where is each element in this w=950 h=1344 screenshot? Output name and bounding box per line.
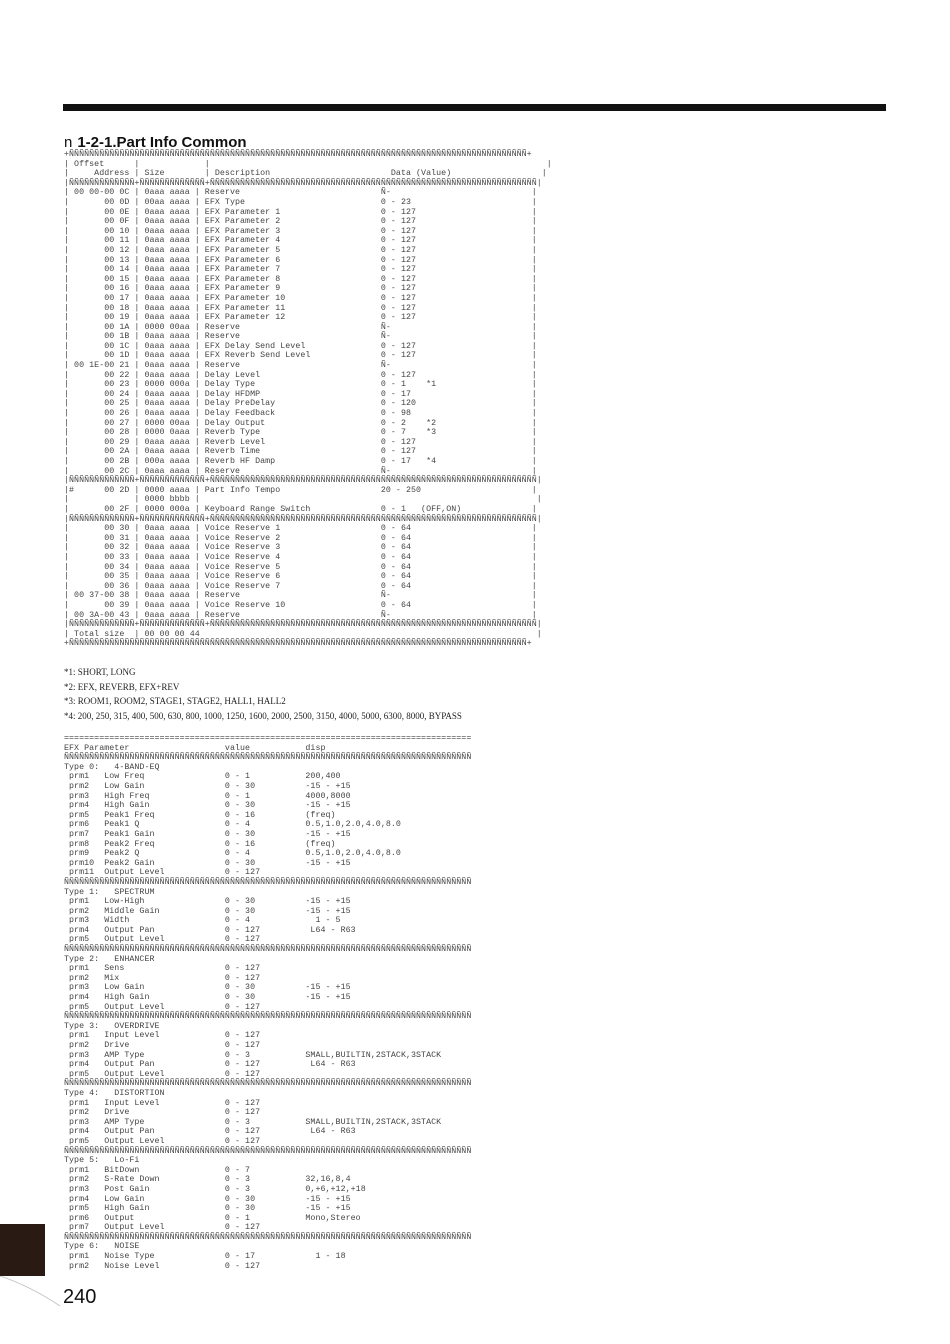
param-row: prm4 High Gain 0 - 30 -15 - +15: [64, 993, 351, 1003]
table-row: | 00 12 | 0aaa aaaa | EFX Parameter 5 0 - 127 |: [64, 245, 537, 255]
param-row: Type 0: 4-BAND-EQ: [64, 762, 160, 772]
table-row: | 00 1A | 0000 00aa | Reserve Ñ- |: [64, 322, 537, 332]
table-row: | 00 34 | 0aaa aaaa | Voice Reserve 5 0 - 64 |: [64, 562, 537, 572]
param-row: prm1 Low Freq 0 - 1 200,400: [64, 772, 341, 782]
param-row: prm2 S-Rate Down 0 - 3 32,16,8,4: [64, 1175, 351, 1185]
table-row: | 00 2F | 0000 000a | Keyboard Range Switch 0 - 1 (OFF,ON) |: [64, 504, 537, 514]
table-row: | 00 30 | 0aaa aaaa | Voice Reserve 1 0 - 64 |: [64, 524, 537, 534]
table-row: | 00 23 | 0000 000a | Delay Type 0 - 1 *1 |: [64, 380, 537, 390]
param-row: EFX Parameter value disp: [64, 743, 326, 753]
param-row: ÑÑÑÑÑÑÑÑÑÑÑÑÑÑÑÑÑÑÑÑÑÑÑÑÑÑÑÑÑÑÑÑÑÑÑÑÑÑÑÑÑÑÑÑÑÑÑÑÑÑÑÑÑÑÑÑÑÑÑÑÑÑÑÑÑÑÑÑÑÑÑÑÑÑÑÑÑÑÑÑÑ: [64, 753, 472, 763]
section-heading: [64, 134, 247, 151]
table-row: | 00 19 | 0aaa aaaa | EFX Parameter 12 0 - 127 |: [64, 313, 537, 323]
param-row: prm1 BitDown 0 - 7: [64, 1165, 251, 1175]
param-row: prm7 Peak1 Gain 0 - 30 -15 - +15: [64, 829, 351, 839]
param-row: prm9 Peak2 Q 0 - 4 0.5,1.0,2.0,4.0,8.0: [64, 849, 401, 859]
table-row: | 00 1E-00 21 | 0aaa aaaa | Reserve Ñ- |: [64, 361, 537, 371]
param-row: prm5 Output Level 0 - 127: [64, 935, 261, 945]
table-row: | 00 14 | 0aaa aaaa | EFX Parameter 7 0 - 127 |: [64, 265, 537, 275]
table-row: | 00 37-00 38 | 0aaa aaaa | Reserve Ñ- |: [64, 591, 537, 601]
table-row: | 00 0D | 00aa aaaa | EFX Type 0 - 23 |: [64, 197, 537, 207]
table-row: | 00 0F | 0aaa aaaa | EFX Parameter 2 0 - 127 |: [64, 217, 537, 227]
table-row: | 00 1C | 0aaa aaaa | EFX Delay Send Level 0 - 127 |: [64, 341, 537, 351]
param-row: =================================================================================: [64, 734, 472, 743]
param-row: prm2 Low Gain 0 - 30 -15 - +15: [64, 781, 351, 791]
table-row: | 00 17 | 0aaa aaaa | EFX Parameter 10 0 - 127 |: [64, 293, 537, 303]
param-row: prm3 AMP Type 0 - 3 SMALL,BUILTIN,2STACK,3STACK: [64, 1117, 442, 1127]
top-rule: [63, 104, 886, 111]
param-row: Type 1: SPECTRUM: [64, 887, 155, 897]
table-row: | 00 32 | 0aaa aaaa | Voice Reserve 3 0 - 64 |: [64, 543, 537, 553]
table-row: | 00 31 | 0aaa aaaa | Voice Reserve 2 0 - 64 |: [64, 533, 537, 543]
footnote-4: *4: 200, 250, 315, 400, 500, 630, 800, 1000, 1250, 1600, 2000, 2500, 3150, 4000, 5000, 6300, 8000, BYPASS: [64, 710, 462, 721]
param-row: prm2 Mix 0 - 127: [64, 973, 261, 983]
param-row: prm4 Output Pan 0 - 127 L64 - R63: [64, 1060, 356, 1070]
footnotes: [64, 665, 462, 723]
table-row: +ÑÑÑÑÑÑÑÑÑÑÑÑÑÑÑÑÑÑÑÑÑÑÑÑÑÑÑÑÑÑÑÑÑÑÑÑÑÑÑÑÑÑÑÑÑÑÑÑÑÑÑÑÑÑÑÑÑÑÑÑÑÑÑÑÑÑÑÑÑÑÑÑÑÑÑÑÑÑÑÑÑÑÑÑÑÑÑÑÑÑÑ+: [64, 639, 532, 649]
param-row: ÑÑÑÑÑÑÑÑÑÑÑÑÑÑÑÑÑÑÑÑÑÑÑÑÑÑÑÑÑÑÑÑÑÑÑÑÑÑÑÑÑÑÑÑÑÑÑÑÑÑÑÑÑÑÑÑÑÑÑÑÑÑÑÑÑÑÑÑÑÑÑÑÑÑÑÑÑÑÑÑÑ: [64, 1232, 472, 1242]
param-row: prm2 Drive 0 - 127: [64, 1108, 261, 1118]
table-row: | 00 2B | 000a aaaa | Reverb HF Damp 0 - 17 *4 |: [64, 457, 537, 466]
table-row: | 00 33 | 0aaa aaaa | Voice Reserve 4 0 - 64 |: [64, 552, 537, 562]
param-row: prm4 Output Pan 0 - 127 L64 - R63: [64, 925, 356, 935]
table-row: | 00 22 | 0aaa aaaa | Delay Level 0 - 127 |: [64, 370, 537, 380]
param-row: ÑÑÑÑÑÑÑÑÑÑÑÑÑÑÑÑÑÑÑÑÑÑÑÑÑÑÑÑÑÑÑÑÑÑÑÑÑÑÑÑÑÑÑÑÑÑÑÑÑÑÑÑÑÑÑÑÑÑÑÑÑÑÑÑÑÑÑÑÑÑÑÑÑÑÑÑÑÑÑÑÑ: [64, 1146, 472, 1156]
table-row: | 00 3A-00 43 | 0aaa aaaa | Reserve Ñ- |: [64, 610, 537, 620]
table-row: | 00 26 | 0aaa aaaa | Delay Feedback 0 - 98 |: [64, 409, 537, 419]
param-row: prm10 Peak2 Gain 0 - 30 -15 - +15: [64, 858, 351, 868]
param-row: prm2 Middle Gain 0 - 30 -15 - +15: [64, 906, 351, 916]
param-row: prm5 Output Level 0 - 127: [64, 1069, 261, 1079]
table-row: | 00 00-00 0C | 0aaa aaaa | Reserve Ñ- |: [64, 188, 537, 198]
param-row: prm3 High Freq 0 - 1 4000,8000: [64, 791, 351, 801]
param-row: prm1 Sens 0 - 127: [64, 964, 261, 974]
table-row: | 00 2A | 0aaa aaaa | Reverb Time 0 - 127 |: [64, 447, 537, 457]
table-row: | Total size | 00 00 00 44 |: [64, 629, 542, 639]
table-row: | 00 13 | 0aaa aaaa | EFX Parameter 6 0 - 127 |: [64, 255, 537, 265]
table-row: |ÑÑÑÑÑÑÑÑÑÑÑÑÑ+ÑÑÑÑÑÑÑÑÑÑÑÑÑ+ÑÑÑÑÑÑÑÑÑÑÑÑÑÑÑÑÑÑÑÑÑÑÑÑÑÑÑÑÑÑÑÑÑÑÑÑÑÑÑÑÑÑÑÑÑÑÑÑÑÑÑÑÑÑÑÑÑÑÑÑÑÑÑÑÑ|: [64, 620, 542, 630]
footnote-1: *1: SHORT, LONG: [64, 667, 136, 677]
heading-bullet: n: [64, 134, 73, 151]
param-row: Type 5: Lo-Fi: [64, 1156, 140, 1166]
param-row: prm6 Output 0 - 1 Mono,Stereo: [64, 1213, 361, 1223]
param-row: Type 3: OVERDRIVE: [64, 1021, 160, 1031]
table-row: | 00 18 | 0aaa aaaa | EFX Parameter 11 0 - 127 |: [64, 303, 537, 313]
heading-title: 1-2-1.Part Info Common: [77, 134, 247, 151]
param-row: prm1 Input Level 0 - 127: [64, 1098, 261, 1108]
table-row: | 00 36 | 0aaa aaaa | Voice Reserve 7 0 - 64 |: [64, 581, 537, 591]
table-row: | 00 1D | 0aaa aaaa | EFX Reverb Send Level 0 - 127 |: [64, 351, 537, 361]
table-row: | 00 39 | 0aaa aaaa | Voice Reserve 10 0 - 64 |: [64, 600, 537, 610]
table-row: | 00 1B | 0aaa aaaa | Reserve Ñ- |: [64, 332, 537, 342]
param-row: prm3 Low Gain 0 - 30 -15 - +15: [64, 983, 351, 993]
param-row: prm6 Peak1 Q 0 - 4 0.5,1.0,2.0,4.0,8.0: [64, 820, 401, 830]
table-row: | 00 2C | 0aaa aaaa | Reserve Ñ- |: [64, 466, 537, 476]
param-row: prm3 AMP Type 0 - 3 SMALL,BUILTIN,2STACK,3STACK: [64, 1050, 442, 1060]
param-row: prm11 Output Level 0 - 127: [64, 868, 261, 878]
page-number: 240: [63, 1286, 97, 1308]
param-row: prm1 Low-High 0 - 30 -15 - +15: [64, 897, 351, 907]
table-row: | 00 15 | 0aaa aaaa | EFX Parameter 8 0 - 127 |: [64, 274, 537, 284]
table-row: | | 0000 bbbb | |: [64, 495, 542, 505]
param-row: ÑÑÑÑÑÑÑÑÑÑÑÑÑÑÑÑÑÑÑÑÑÑÑÑÑÑÑÑÑÑÑÑÑÑÑÑÑÑÑÑÑÑÑÑÑÑÑÑÑÑÑÑÑÑÑÑÑÑÑÑÑÑÑÑÑÑÑÑÑÑÑÑÑÑÑÑÑÑÑÑÑ: [64, 1079, 472, 1089]
table-row: | 00 28 | 0000 0aaa | Reverb Type 0 - 7 *3 |: [64, 428, 537, 438]
param-row: prm5 Peak1 Freq 0 - 16 (freq): [64, 810, 336, 820]
efx-parameter-table: [64, 734, 471, 1271]
table-row: +ÑÑÑÑÑÑÑÑÑÑÑÑÑÑÑÑÑÑÑÑÑÑÑÑÑÑÑÑÑÑÑÑÑÑÑÑÑÑÑÑÑÑÑÑÑÑÑÑÑÑÑÑÑÑÑÑÑÑÑÑÑÑÑÑÑÑÑÑÑÑÑÑÑÑÑÑÑÑÑÑÑÑÑÑÑÑÑÑÑÑÑ+: [64, 150, 532, 159]
table-row: |# 00 2D | 0000 aaaa | Part Info Tempo 20 - 250 |: [64, 485, 537, 495]
param-row: prm8 Peak2 Freq 0 - 16 (freq): [64, 839, 336, 849]
table-row: | 00 0E | 0aaa aaaa | EFX Parameter 1 0 - 127 |: [64, 207, 537, 217]
chapter-thumb-tab: [0, 1224, 45, 1276]
param-row: prm5 Output Level 0 - 127: [64, 1002, 261, 1012]
param-row: prm4 Low Gain 0 - 30 -15 - +15: [64, 1194, 351, 1204]
param-row: prm3 Post Gain 0 - 3 0,+6,+12,+18: [64, 1184, 366, 1194]
param-row: ÑÑÑÑÑÑÑÑÑÑÑÑÑÑÑÑÑÑÑÑÑÑÑÑÑÑÑÑÑÑÑÑÑÑÑÑÑÑÑÑÑÑÑÑÑÑÑÑÑÑÑÑÑÑÑÑÑÑÑÑÑÑÑÑÑÑÑÑÑÑÑÑÑÑÑÑÑÑÑÑÑ: [64, 945, 472, 955]
table-row: |ÑÑÑÑÑÑÑÑÑÑÑÑÑ+ÑÑÑÑÑÑÑÑÑÑÑÑÑ+ÑÑÑÑÑÑÑÑÑÑÑÑÑÑÑÑÑÑÑÑÑÑÑÑÑÑÑÑÑÑÑÑÑÑÑÑÑÑÑÑÑÑÑÑÑÑÑÑÑÑÑÑÑÑÑÑÑÑÑÑÑÑÑÑÑ|: [64, 178, 542, 188]
table-row: |ÑÑÑÑÑÑÑÑÑÑÑÑÑ+ÑÑÑÑÑÑÑÑÑÑÑÑÑ+ÑÑÑÑÑÑÑÑÑÑÑÑÑÑÑÑÑÑÑÑÑÑÑÑÑÑÑÑÑÑÑÑÑÑÑÑÑÑÑÑÑÑÑÑÑÑÑÑÑÑÑÑÑÑÑÑÑÑÑÑÑÑÑÑÑ|: [64, 476, 542, 486]
param-row: Type 2: ENHANCER: [64, 954, 155, 964]
table-row: |ÑÑÑÑÑÑÑÑÑÑÑÑÑ+ÑÑÑÑÑÑÑÑÑÑÑÑÑ+ÑÑÑÑÑÑÑÑÑÑÑÑÑÑÑÑÑÑÑÑÑÑÑÑÑÑÑÑÑÑÑÑÑÑÑÑÑÑÑÑÑÑÑÑÑÑÑÑÑÑÑÑÑÑÑÑÑÑÑÑÑÑÑÑÑ|: [64, 514, 542, 524]
param-row: prm5 High Gain 0 - 30 -15 - +15: [64, 1204, 351, 1214]
param-row: Type 4: DISTORTION: [64, 1088, 165, 1098]
param-row: prm3 Width 0 - 4 1 - 5: [64, 916, 341, 926]
table-row: | 00 25 | 0aaa aaaa | Delay PreDelay 0 - 120 |: [64, 399, 537, 409]
table-row: | 00 35 | 0aaa aaaa | Voice Reserve 6 0 - 64 |: [64, 572, 537, 582]
param-row: prm4 High Gain 0 - 30 -15 - +15: [64, 801, 351, 811]
param-row: Type 6: NOISE: [64, 1242, 140, 1252]
param-row: prm1 Input Level 0 - 127: [64, 1031, 261, 1041]
param-row: prm5 Output Level 0 - 127: [64, 1136, 261, 1146]
param-row: prm4 Output Pan 0 - 127 L64 - R63: [64, 1127, 356, 1137]
param-row: prm7 Output Level 0 - 127: [64, 1223, 261, 1233]
table-row: | 00 24 | 0aaa aaaa | Delay HFDMP 0 - 17 |: [64, 389, 537, 399]
param-row: ÑÑÑÑÑÑÑÑÑÑÑÑÑÑÑÑÑÑÑÑÑÑÑÑÑÑÑÑÑÑÑÑÑÑÑÑÑÑÑÑÑÑÑÑÑÑÑÑÑÑÑÑÑÑÑÑÑÑÑÑÑÑÑÑÑÑÑÑÑÑÑÑÑÑÑÑÑÑÑÑÑ: [64, 1012, 472, 1022]
footnote-3: *3: ROOM1, ROOM2, STAGE1, STAGE2, HALL1, HALL2: [64, 696, 286, 706]
part-info-common-table: [64, 150, 552, 649]
param-row: prm1 Noise Type 0 - 17 1 - 18: [64, 1252, 346, 1262]
table-row: | 00 27 | 0000 00aa | Delay Output 0 - 2 *2 |: [64, 418, 537, 428]
table-row: | 00 29 | 0aaa aaaa | Reverb Level 0 - 127 |: [64, 437, 537, 447]
param-row: prm2 Noise Level 0 - 127: [64, 1261, 261, 1271]
table-row: | 00 16 | 0aaa aaaa | EFX Parameter 9 0 - 127 |: [64, 284, 537, 294]
param-row: ÑÑÑÑÑÑÑÑÑÑÑÑÑÑÑÑÑÑÑÑÑÑÑÑÑÑÑÑÑÑÑÑÑÑÑÑÑÑÑÑÑÑÑÑÑÑÑÑÑÑÑÑÑÑÑÑÑÑÑÑÑÑÑÑÑÑÑÑÑÑÑÑÑÑÑÑÑÑÑÑÑ: [64, 877, 472, 887]
param-row: prm2 Drive 0 - 127: [64, 1041, 261, 1050]
footnote-2: *2: EFX, REVERB, EFX+REV: [64, 681, 180, 692]
table-row: | 00 10 | 0aaa aaaa | EFX Parameter 3 0 - 127 |: [64, 226, 537, 236]
table-row: | Address | Size | Description Data (Value) |: [64, 169, 547, 179]
table-row: | Offset | | |: [64, 159, 552, 169]
table-row: | 00 11 | 0aaa aaaa | EFX Parameter 4 0 - 127 |: [64, 236, 537, 246]
